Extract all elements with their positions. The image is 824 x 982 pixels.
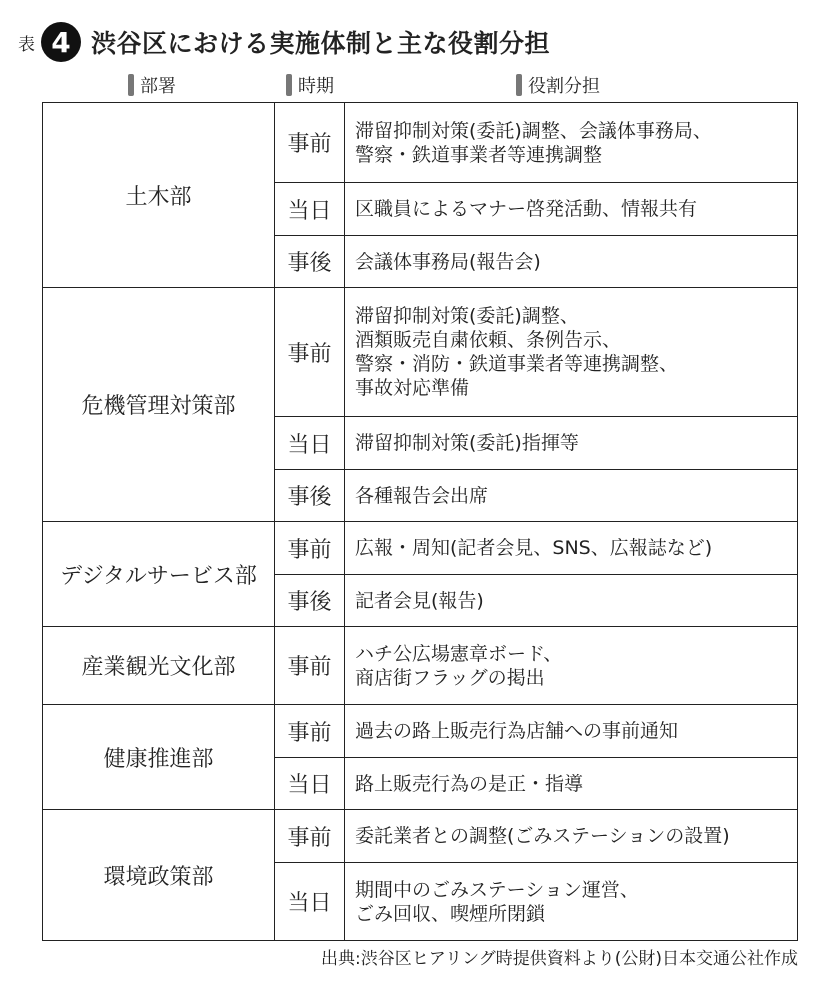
column-headers: [0, 72, 824, 102]
department-name: デジタルサービス部: [43, 522, 275, 626]
table-row: [275, 810, 797, 862]
timing-cell: 事前: [275, 627, 345, 704]
role-cell: 滞留抑制対策(委託)調整、 酒類販売自粛依頼、条例告示、 警察・消防・鉄道事業者等連携調整、 事故対応準備: [355, 305, 679, 399]
table-row: [275, 862, 797, 940]
table-row: [275, 182, 797, 235]
department-group: [43, 521, 797, 626]
department-name: 健康推進部: [43, 705, 275, 809]
timing-cell: 当日: [275, 183, 345, 235]
timing-cell: 事前: [275, 288, 345, 416]
department-name: 危機管理対策部: [43, 288, 275, 521]
timing-cell: 事後: [275, 470, 345, 521]
table-row: [275, 103, 797, 182]
timing-cell: 事前: [275, 103, 345, 182]
header-timing-label: 時期: [298, 76, 334, 97]
role-cell: 各種報告会出席: [355, 484, 489, 507]
header-department: [128, 72, 176, 98]
department-group: [43, 287, 797, 521]
title-text: 渋谷区における実施体制と主な役割分担: [91, 29, 551, 58]
department-group: [43, 704, 797, 809]
table-row: [275, 705, 797, 757]
table-row: [275, 235, 797, 287]
header-role: [516, 72, 600, 98]
role-cell: 滞留抑制対策(委託)調整、会議体事務局、 警察・鉄道事業者等連携調整: [355, 119, 712, 166]
table-title: [18, 20, 550, 64]
department-name: 土木部: [43, 103, 275, 287]
role-cell: 滞留抑制対策(委託)指揮等: [355, 432, 579, 454]
timing-cell: 事後: [275, 236, 345, 287]
department-name: 産業観光文化部: [43, 627, 275, 704]
roles-table: [42, 102, 798, 941]
role-cell: 委託業者との調整(ごみステーションの設置): [355, 825, 730, 847]
department-name: 環境政策部: [43, 810, 275, 940]
header-marker: [516, 74, 522, 96]
timing-cell: 事前: [275, 810, 345, 862]
header-marker: [286, 74, 292, 96]
department-group: [43, 103, 797, 287]
table-row: [275, 757, 797, 809]
table-row: [275, 522, 797, 574]
role-cell: 過去の路上販売行為店舗への事前通知: [355, 720, 679, 742]
source-note: 出典:渋谷区ヒアリング時提供資料より(公財)日本交通公社作成: [321, 949, 798, 969]
title-prefix: 表: [18, 34, 35, 55]
header-department-label: 部署: [140, 76, 176, 97]
timing-cell: 事後: [275, 575, 345, 626]
role-cell: 記者会見(報告): [355, 589, 484, 612]
timing-cell: 当日: [275, 863, 345, 940]
table-row: [275, 574, 797, 626]
role-cell: 区職員によるマナー啓発活動、情報共有: [355, 198, 698, 220]
header-role-label: 役割分担: [528, 76, 600, 97]
timing-cell: 当日: [275, 417, 345, 469]
role-cell: 路上販売行為の是正・指導: [355, 772, 584, 795]
header-marker: [128, 74, 134, 96]
role-cell: 広報・周知(記者会見、SNS、広報誌など): [355, 537, 713, 559]
department-group: [43, 809, 797, 940]
table-row: [275, 469, 797, 521]
table-row: [275, 627, 797, 704]
header-timing: [286, 72, 334, 98]
timing-cell: 事前: [275, 705, 345, 757]
table-number-badge: 4: [41, 22, 81, 62]
table-row: [275, 288, 797, 416]
role-cell: ハチ公広場憲章ボード、 商店街フラッグの掲出: [355, 642, 563, 689]
table-row: [275, 416, 797, 469]
department-group: [43, 626, 797, 704]
role-cell: 会議体事務局(報告会): [355, 250, 541, 273]
timing-cell: 当日: [275, 758, 345, 809]
role-cell: 期間中のごみステーション運営、 ごみ回収、喫煙所閉鎖: [355, 878, 639, 925]
timing-cell: 事前: [275, 522, 345, 574]
